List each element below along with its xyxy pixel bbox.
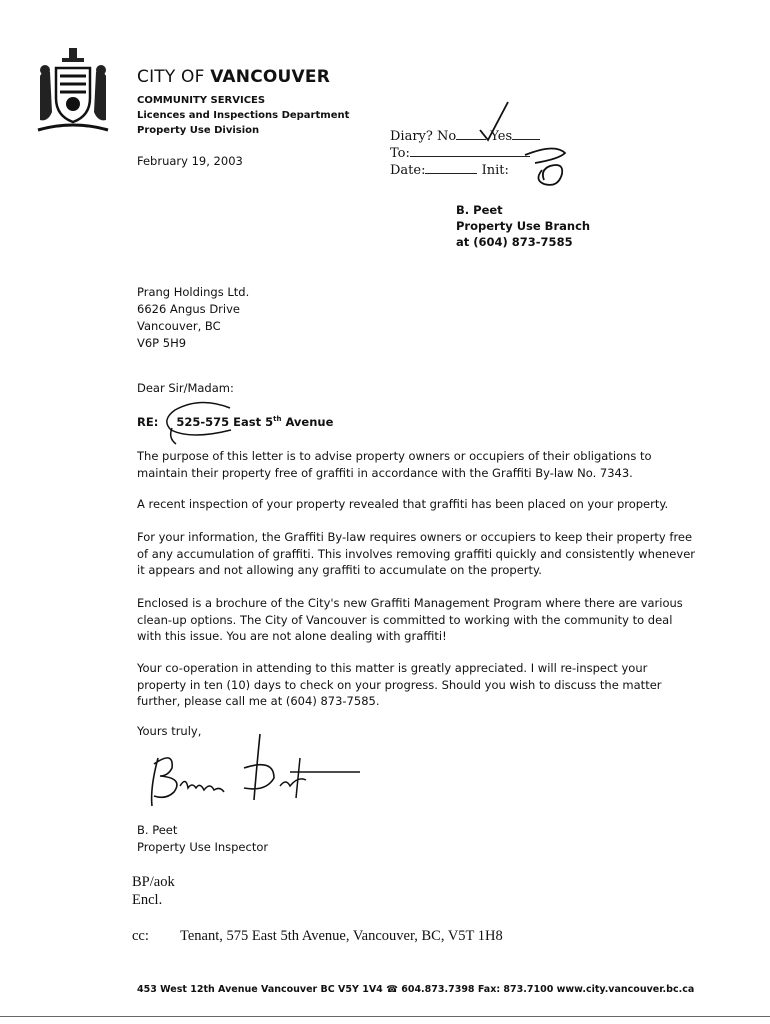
dept-line-1: COMMUNITY SERVICES (137, 95, 266, 106)
recipient-line: Vancouver, BC (137, 319, 221, 333)
department-block (137, 93, 349, 138)
footer-contact: 453 West 12th Avenue Vancouver BC V5Y 1V4 ☎ 604.873.7398 Fax: 873.7100 www.city.vancouver.bc.ca (137, 984, 695, 995)
recipient-line: 6626 Angus Drive (137, 302, 240, 316)
letter-date: February 19, 2003 (137, 154, 243, 168)
typist-initials: BP/aok (132, 874, 175, 890)
paragraph-purpose: The purpose of this letter is to advise property owners or occupiers of their obligations to maintain their property free of graffiti in accordance with the Graffiti By-law No. 7343. (137, 449, 652, 480)
city-crest-logo (32, 46, 114, 138)
paragraph-brochure: Enclosed is a brochure of the City's new Graffiti Management Program where there are various clean-up options. The City of Vancouver is committed to working with the community to deal with this issue. You are not alone dealing with graffiti! (137, 596, 683, 643)
contact-phone: at (604) 873-7585 (456, 235, 573, 249)
stamp-diary-label: Diary? No (390, 129, 457, 144)
stamp-yes-label: Yes (490, 129, 513, 144)
recipient-line: V6P 5H9 (137, 336, 187, 350)
stamp-to-label: To: (390, 146, 410, 161)
cc-text: Tenant, 575 East 5th Avenue, Vancouver, BC, V5T 1H8 (180, 928, 503, 944)
city-prefix: CITY OF (137, 67, 211, 87)
stamp-init-label: Init: (481, 163, 509, 178)
contact-block (456, 202, 590, 250)
stamp-date-label: Date: (390, 163, 426, 178)
dept-line-3: Property Use Division (137, 125, 260, 136)
city-name (137, 67, 330, 87)
recipient-address (137, 284, 249, 352)
routing-stamp (390, 128, 540, 179)
re-address-rest: Avenue (281, 415, 334, 429)
dept-line-2: Licences and Inspections Department (137, 110, 350, 121)
recipient-line: Prang Holdings Ltd. (137, 285, 250, 299)
cc-line (132, 928, 503, 945)
re-ordinal: th (273, 415, 282, 424)
contact-branch: Property Use Branch (456, 219, 591, 233)
bottom-rule (0, 1016, 770, 1017)
signer-name: B. Peet (137, 823, 178, 837)
re-address: 525-575 East 5 (176, 415, 274, 429)
re-line (137, 415, 333, 429)
salutation: Dear Sir/Madam: (137, 381, 234, 395)
paragraph-inspection: A recent inspection of your property revealed that graffiti has been placed on your property. (137, 497, 669, 511)
closing: Yours truly, (137, 724, 202, 738)
paragraph-cooperation: Your co-operation in attending to this matter is greatly appreciated. I will re-inspect your property in ten (10) days to check on your progress. Should you wish to discuss the matter further, please call me at (604) 873-7585. (137, 661, 662, 708)
signer-title: Property Use Inspector (137, 840, 269, 854)
enclosure-note: Encl. (132, 892, 163, 908)
cc-label: cc: (132, 928, 149, 944)
paragraph-bylaw: For your information, the Graffiti By-law requires owners or occupiers to keep their property free of any accumulation of graffiti. This involves removing graffiti quickly and consistently whenever it appears and not allowing any graffiti to accumulate on the property. (137, 530, 695, 577)
signer-block (137, 822, 268, 856)
handwritten-signature (140, 728, 380, 808)
contact-name: B. Peet (456, 203, 503, 217)
city-name-bold: VANCOUVER (210, 67, 331, 87)
typist-initials-block (132, 873, 175, 909)
re-label: RE: (137, 415, 159, 429)
